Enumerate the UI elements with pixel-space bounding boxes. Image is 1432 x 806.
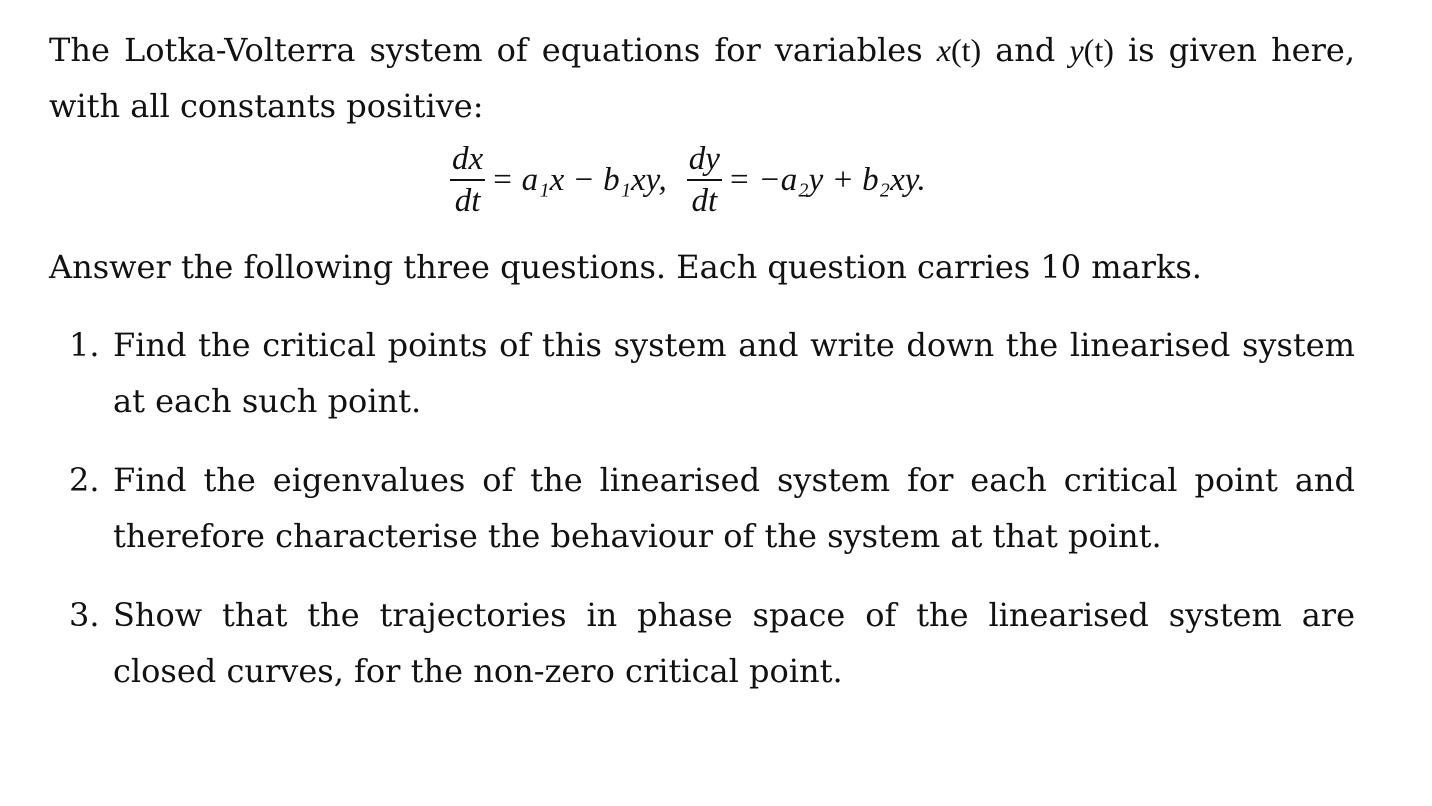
var-x-symbol: x: [936, 32, 951, 68]
equation-line: [444, 140, 926, 220]
document-body: [49, 22, 1355, 722]
question-text: Find the eigenvalues of the linearised system for each critical point and therefore characterise the behaviour of the system at that point.: [113, 461, 1355, 555]
var-y-arg: (t): [1083, 32, 1114, 68]
question-number: 3.: [69, 596, 100, 634]
question-number: 1.: [69, 326, 100, 364]
instructions-text: Answer the following three questions. Each question carries 10 marks.: [49, 248, 1202, 286]
intro-text-after: is given here, with all constants positive:: [49, 31, 1356, 125]
lotka-volterra-equation: [49, 134, 1355, 239]
var-y-symbol: y: [1069, 32, 1084, 68]
dx-numerator: dx: [452, 141, 484, 178]
question-list: [49, 317, 1355, 699]
question-item: [49, 317, 1355, 429]
question-item: [49, 587, 1355, 699]
intro-text-and: and: [981, 31, 1070, 69]
dt-denominator: dt: [691, 182, 718, 219]
dx-dt-fraction: [450, 142, 485, 218]
fraction-bar: [687, 179, 722, 181]
question-item: [49, 452, 1355, 564]
dy-numerator: dy: [688, 141, 720, 178]
equation-rhs-2: = −a₂y + b₂xy.: [727, 161, 926, 198]
question-text: Show that the trajectories in phase space of the linearised system are closed curves, for the non-zero critical point.: [113, 596, 1355, 690]
fraction-bar: [450, 179, 485, 181]
intro-paragraph: [49, 22, 1355, 134]
variable-y: [1069, 32, 1113, 68]
question-number: 2.: [69, 461, 100, 499]
variable-x: [937, 32, 981, 68]
var-x-arg: (t): [950, 32, 982, 68]
dt-denominator: dt: [454, 182, 481, 219]
question-text: Find the critical points of this system and write down the linearised system at each such point.: [113, 326, 1355, 420]
equation-rhs-1: = a₁x − b₁xy,: [491, 161, 667, 198]
intro-text-before: The Lotka-Volterra system of equations for variables: [49, 31, 937, 69]
dy-dt-fraction: [687, 142, 722, 218]
